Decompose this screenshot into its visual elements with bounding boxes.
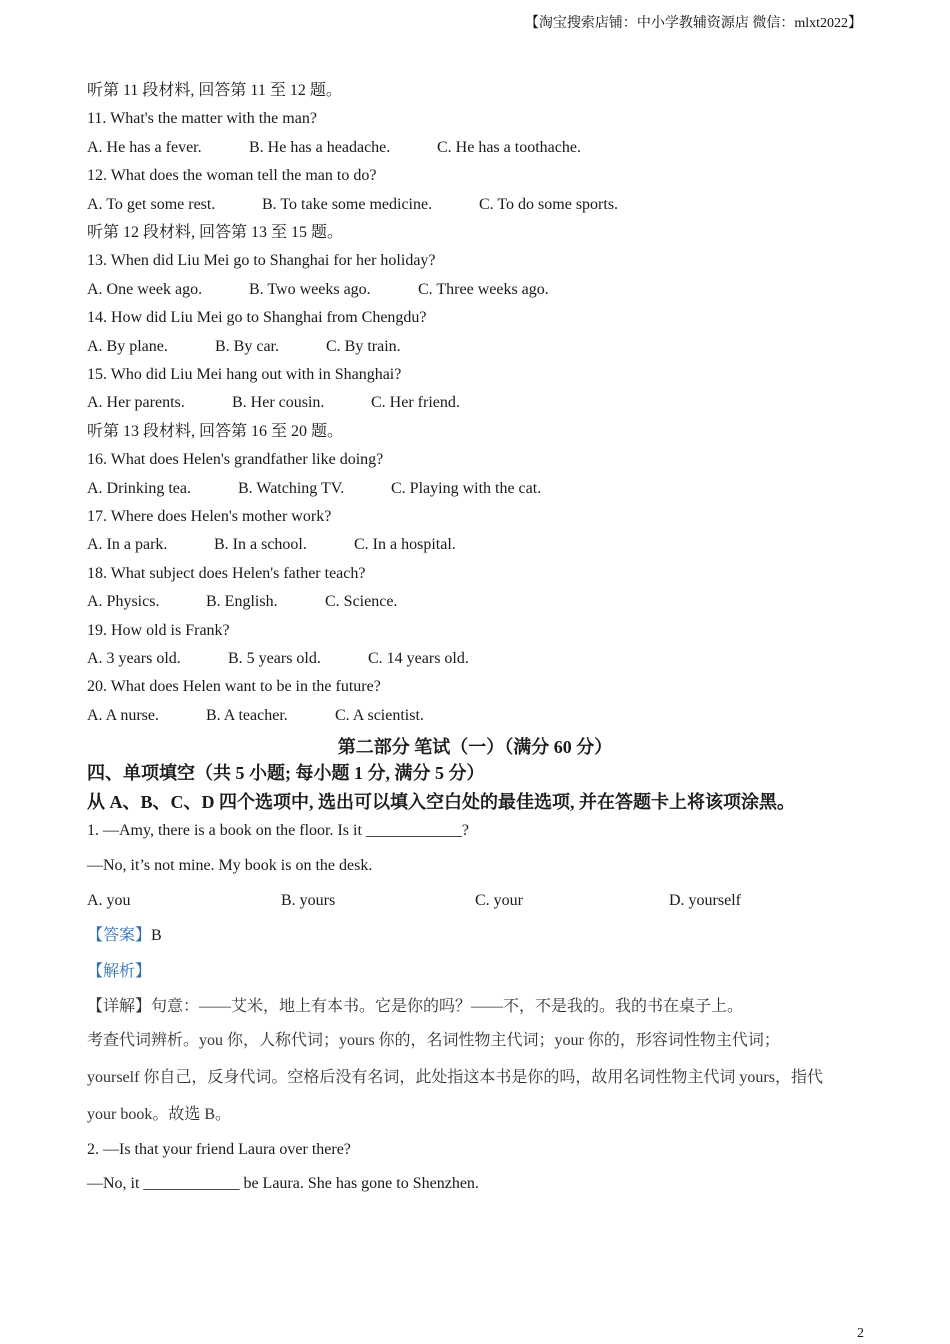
- listening-question: 15. Who did Liu Mei hang out with in Shanghai?: [87, 366, 402, 383]
- listening-option: C. By train.: [326, 338, 401, 355]
- listening-option: C. Three weeks ago.: [418, 281, 549, 298]
- listening-option: A. One week ago.: [87, 281, 203, 298]
- q1-line2: —No, it’s not mine. My book is on the desk.: [87, 857, 373, 874]
- listening-question: 16. What does Helen's grandfather like doing?: [87, 451, 384, 468]
- q1-line1: 1. —Amy, there is a book on the floor. Is it ____________?: [87, 822, 470, 839]
- listening-section-heading: 听第 13 段材料, 回答第 16 至 20 题。: [87, 423, 344, 440]
- section4-instructions: 从 A、B、C、D 四个选项中, 选出可以填入空白处的最佳选项, 并在答题卡上将该项涂黑。: [87, 792, 795, 812]
- answer-value: B: [151, 927, 162, 944]
- listening-section-heading: 听第 11 段材料, 回答第 11 至 12 题。: [87, 82, 342, 99]
- q1-answer: [87, 926, 162, 946]
- listening-option: B. By car.: [215, 338, 279, 355]
- page-number: 2: [857, 1326, 864, 1341]
- q1-detail-2: 考查代词辨析。you 你，人称代词；yours 你的，名词性物主代词；your 你的，形容词性物主代词；: [87, 1032, 780, 1049]
- listening-option: B. English.: [206, 593, 278, 610]
- listening-question: 17. Where does Helen's mother work?: [87, 508, 332, 525]
- part2-title: 第二部分 笔试（一）（满分 60 分）: [337, 737, 613, 757]
- listening-question: 19. How old is Frank?: [87, 622, 230, 639]
- listening-question: 13. When did Liu Mei go to Shanghai for her holiday?: [87, 252, 436, 269]
- listening-section-heading: 听第 12 段材料, 回答第 13 至 15 题。: [87, 224, 344, 241]
- listening-option: A. Her parents.: [87, 394, 185, 411]
- listening-option: A. By plane.: [87, 338, 168, 355]
- listening-question: 18. What subject does Helen's father teach?: [87, 565, 366, 582]
- q1-option-a: A. you: [87, 892, 131, 909]
- listening-question: 14. How did Liu Mei go to Shanghai from Chengdu?: [87, 309, 427, 326]
- q2-line2: —No, it ____________ be Laura. She has gone to Shenzhen.: [87, 1175, 479, 1192]
- listening-option: B. Her cousin.: [232, 394, 325, 411]
- listening-option: C. 14 years old.: [368, 650, 469, 667]
- listening-option: B. He has a headache.: [249, 139, 391, 156]
- listening-option: A. Drinking tea.: [87, 480, 191, 497]
- listening-option: C. A scientist.: [335, 707, 424, 724]
- listening-option: B. To take some medicine.: [262, 196, 433, 213]
- listening-option: B. In a school.: [214, 536, 307, 553]
- listening-question: 11. What's the matter with the man?: [87, 110, 317, 127]
- listening-option: A. In a park.: [87, 536, 168, 553]
- listening-option: A. To get some rest.: [87, 196, 216, 213]
- listening-option: C. He has a toothache.: [437, 139, 581, 156]
- listening-option: A. He has a fever.: [87, 139, 202, 156]
- listening-question: 20. What does Helen want to be in the future?: [87, 678, 381, 695]
- listening-option: A. A nurse.: [87, 707, 159, 724]
- q2-line1: 2. —Is that your friend Laura over there?: [87, 1141, 351, 1158]
- answer-label: 【答案】: [87, 927, 152, 944]
- q1-detail-4: your book。故选 B。: [87, 1106, 232, 1123]
- q1-detail-3: yourself 你自己，反身代词。空格后没有名词，此处指这本书是你的吗，故用名词性物主代词 yours，指代: [87, 1069, 823, 1086]
- listening-option: C. Her friend.: [371, 394, 460, 411]
- listening-option: B. 5 years old.: [228, 650, 321, 667]
- listening-option: A. 3 years old.: [87, 650, 181, 667]
- listening-option: C. Science.: [325, 593, 398, 610]
- q1-detail-1: 【详解】句意：——艾米，地上有本书。它是你的吗？——不，不是我的。我的书在桌子上。: [87, 998, 744, 1015]
- page-header: 【淘宝搜索店铺：中小学教辅资源店 微信：mlxt2022】: [524, 16, 862, 31]
- q1-option-b: B. yours: [281, 892, 336, 909]
- listening-option: C. Playing with the cat.: [391, 480, 542, 497]
- listening-option: C. To do some sports.: [479, 196, 619, 213]
- listening-option: B. A teacher.: [206, 707, 288, 724]
- listening-question: 12. What does the woman tell the man to do?: [87, 167, 377, 184]
- q1-option-c: C. your: [475, 892, 523, 909]
- section4-title: 四、单项填空（共 5 小题; 每小题 1 分, 满分 5 分）: [87, 763, 485, 783]
- analysis-label: 【解析】: [87, 963, 152, 980]
- q1-option-d: D. yourself: [669, 892, 741, 909]
- listening-option: A. Physics.: [87, 593, 160, 610]
- listening-option: C. In a hospital.: [354, 536, 456, 553]
- listening-option: B. Two weeks ago.: [249, 281, 371, 298]
- listening-option: B. Watching TV.: [238, 480, 345, 497]
